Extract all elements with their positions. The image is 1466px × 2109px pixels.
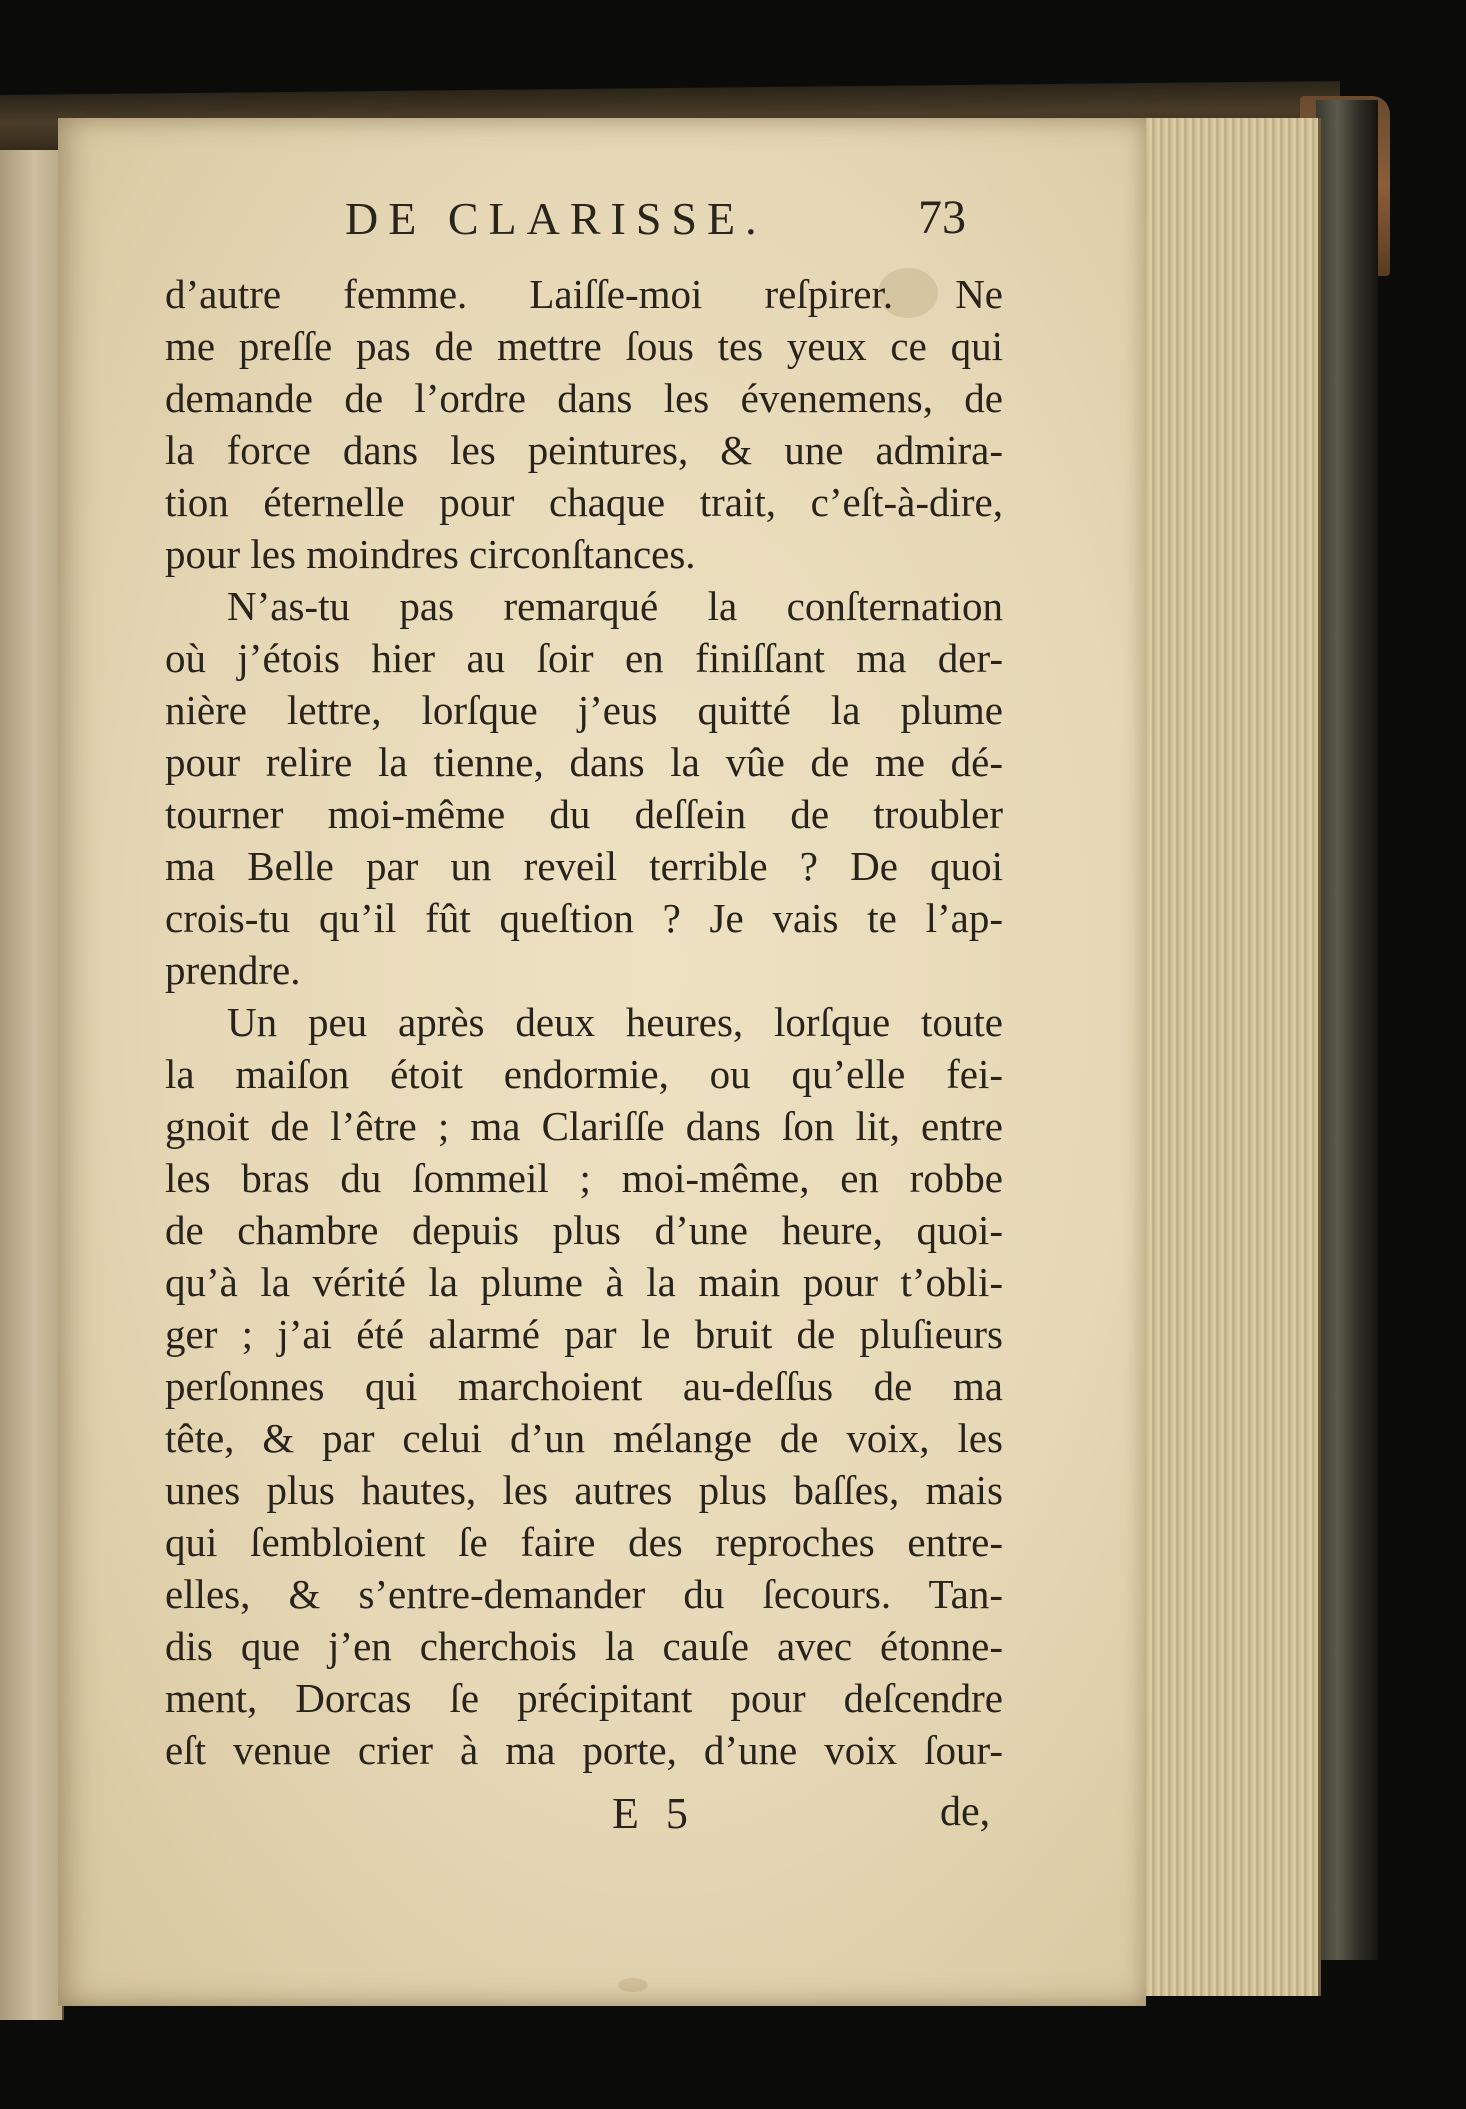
text-line: nière lettre, lorſque j’eus quitté la plume — [165, 687, 1003, 733]
text-line: Un peu après deux heures, lorſque toute — [227, 999, 1003, 1045]
text-line: tourner moi-même du deſſein de troubler — [165, 791, 1003, 837]
text-line: pour les moindres circonſtances. — [165, 531, 696, 577]
signature-mark: E 5 — [612, 1789, 696, 1838]
text-line: prendre. — [165, 947, 301, 993]
text-line: qu’à la vérité la plume à la main pour t’obli- — [165, 1259, 1003, 1305]
text-line: crois-tu qu’il fût queſtion ? Je vais te l’ap- — [165, 895, 1003, 941]
page-edges — [1140, 118, 1321, 1996]
text-line: où j’étois hier au ſoir en finiſſant ma der- — [165, 635, 1003, 681]
text-line: ment, Dorcas ſe précipitant pour deſcendre — [165, 1675, 1003, 1721]
text-line: pour relire la tienne, dans la vûe de me dé- — [165, 739, 1003, 785]
text-line: qui ſembloient ſe faire des reproches entre- — [165, 1519, 1003, 1565]
text-line: unes plus hautes, les autres plus baſſes, mais — [165, 1467, 1003, 1513]
book-spine — [1316, 100, 1378, 1960]
text-line: ger ; j’ai été alarmé par le bruit de pluſieurs — [165, 1311, 1003, 1357]
text-line: eſt venue crier à ma porte, d’une voix ſour- — [165, 1727, 1003, 1773]
text-line: les bras du ſommeil ; moi-même, en robbe — [165, 1155, 1003, 1201]
text-line: demande de l’ordre dans les évenemens, de — [165, 375, 1003, 421]
previous-page-edge — [0, 150, 64, 2020]
text-line: tête, & par celui d’un mélange de voix, les — [165, 1415, 1003, 1461]
text-line: dis que j’en cherchois la cauſe avec étonne- — [165, 1623, 1003, 1669]
text-line: gnoit de l’être ; ma Clariſſe dans ſon lit, entre — [165, 1103, 1003, 1149]
text-line: elles, & s’entre-demander du ſecours. Tan- — [165, 1571, 1003, 1617]
text-line: perſonnes qui marchoient au-deſſus de ma — [165, 1363, 1003, 1409]
text-line: la force dans les peintures, & une admira- — [165, 427, 1003, 473]
text-line: d’autre femme. Laiſſe-moi reſpirer. Ne — [165, 271, 1003, 317]
text-line: me preſſe pas de mettre ſous tes yeux ce qui — [165, 323, 1003, 369]
text-line: de chambre depuis plus d’une heure, quoi- — [165, 1207, 1003, 1253]
text-line: N’as-tu pas remarqué la conſternation — [227, 583, 1003, 629]
foxing-spot — [618, 1978, 648, 1992]
catchword: de, — [940, 1789, 991, 1835]
page-number: 73 — [918, 191, 966, 244]
text-line: tion éternelle pour chaque trait, c’eſt-à-dire, — [165, 479, 1003, 525]
running-head: DE CLARISSE. — [345, 193, 767, 244]
text-line: ma Belle par un reveil terrible ? De quoi — [165, 843, 1003, 889]
text-line: la maiſon étoit endormie, ou qu’elle fei- — [165, 1051, 1003, 1097]
